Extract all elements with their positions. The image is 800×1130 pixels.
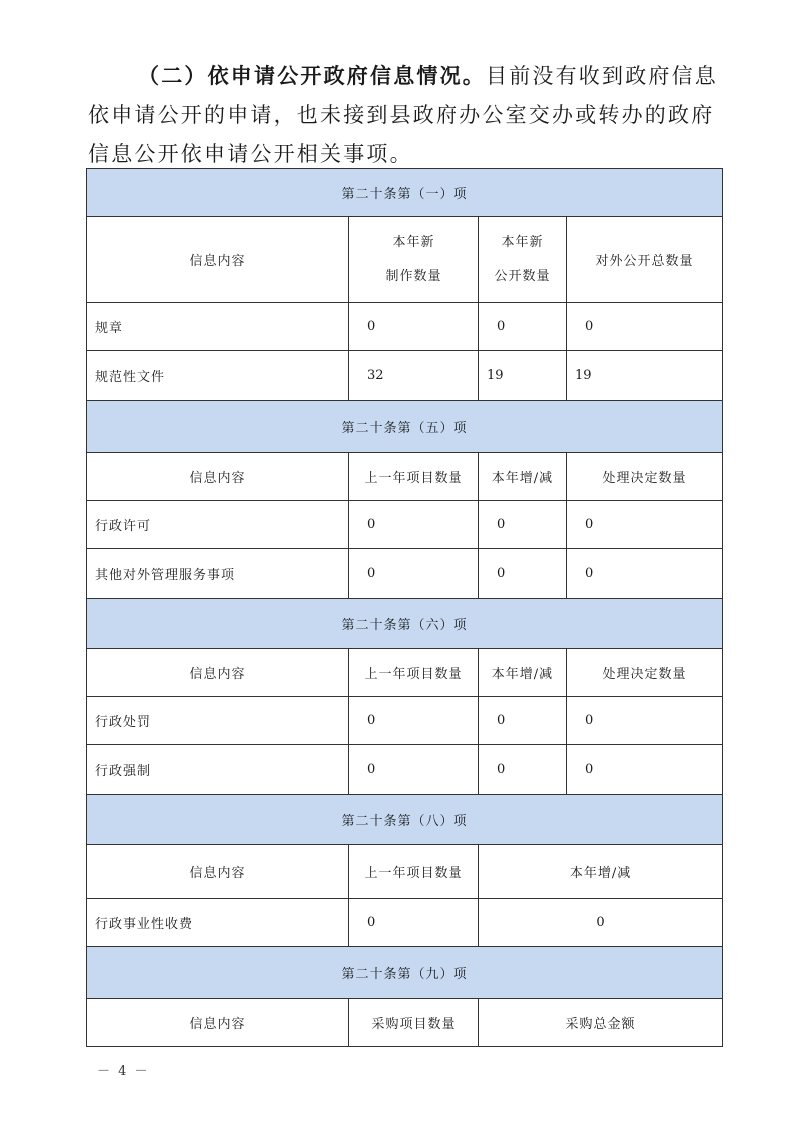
header-cell [349,217,479,303]
value-cell: 19 [479,351,567,401]
intro-body: 目前没有收到政府信息依申请公开的申请，也未接到县政府办公室交办或转办的政府信息公开依申请公开相关事项。 [88,64,718,166]
value-cell: 0 [349,899,479,947]
header-line: 制作数量 [385,268,442,284]
table-row [87,549,723,599]
header-cell: 处理决定数量 [567,649,723,697]
intro-heading: （二）依申请公开政府信息情况。 [138,63,486,88]
section-title: 第二十条第（五）项 [87,401,723,453]
row-label: 规章 [87,303,349,351]
header-cell [479,217,567,303]
header-line: 本年新 [501,234,544,250]
value-cell: 0 [479,501,567,549]
header-row [87,649,723,697]
header-row [87,999,723,1047]
table-row [87,303,723,351]
value-cell: 0 [567,697,723,745]
row-label: 其他对外管理服务事项 [87,549,349,599]
header-row [87,845,723,899]
section-row [87,169,723,217]
header-cell: 信息内容 [87,649,349,697]
value-cell: 0 [349,501,479,549]
table-row [87,899,723,947]
row-label: 行政处罚 [87,697,349,745]
header-row [87,217,723,303]
table-row [87,501,723,549]
section-title: 第二十条第（六）项 [87,599,723,649]
header-cell: 处理决定数量 [567,453,723,501]
value-cell: 0 [479,745,567,795]
table-row [87,351,723,401]
disclosure-table [86,168,723,1047]
value-cell: 0 [567,303,723,351]
section-row [87,599,723,649]
value-cell: 0 [567,501,723,549]
header-cell: 本年增/减 [479,845,723,899]
header-cell: 采购总金额 [479,999,723,1047]
value-cell: 32 [349,351,479,401]
header-row [87,453,723,501]
section-title: 第二十条第（一）项 [87,169,723,217]
section-title: 第二十条第（八）项 [87,795,723,845]
section-row [87,947,723,999]
value-cell: 19 [567,351,723,401]
value-cell: 0 [349,697,479,745]
header-line: 公开数量 [494,268,551,284]
value-cell: 0 [479,303,567,351]
header-cell: 采购项目数量 [349,999,479,1047]
row-label: 行政强制 [87,745,349,795]
value-cell: 0 [349,745,479,795]
value-cell: 0 [479,549,567,599]
section-title: 第二十条第（九）项 [87,947,723,999]
section-row [87,795,723,845]
intro-paragraph [88,56,728,174]
row-label: 行政许可 [87,501,349,549]
header-line: 本年新 [392,234,435,250]
header-cell: 信息内容 [87,453,349,501]
header-cell: 信息内容 [87,999,349,1047]
section-row [87,401,723,453]
header-cell: 本年增/减 [479,453,567,501]
header-cell: 本年增/减 [479,649,567,697]
header-cell: 上一年项目数量 [349,845,479,899]
value-cell: 0 [567,549,723,599]
table-row [87,697,723,745]
value-cell: 0 [479,697,567,745]
header-cell: 对外公开总数量 [567,217,723,303]
table-row [87,745,723,795]
value-cell: 0 [567,745,723,795]
value-cell: 0 [349,549,479,599]
value-cell: 0 [479,899,723,947]
row-label: 规范性文件 [87,351,349,401]
header-cell: 信息内容 [87,845,349,899]
header-cell: 信息内容 [87,217,349,303]
row-label: 行政事业性收费 [87,899,349,947]
header-cell: 上一年项目数量 [349,453,479,501]
page-number: － 4 － [97,1064,150,1079]
header-cell: 上一年项目数量 [349,649,479,697]
value-cell: 0 [349,303,479,351]
